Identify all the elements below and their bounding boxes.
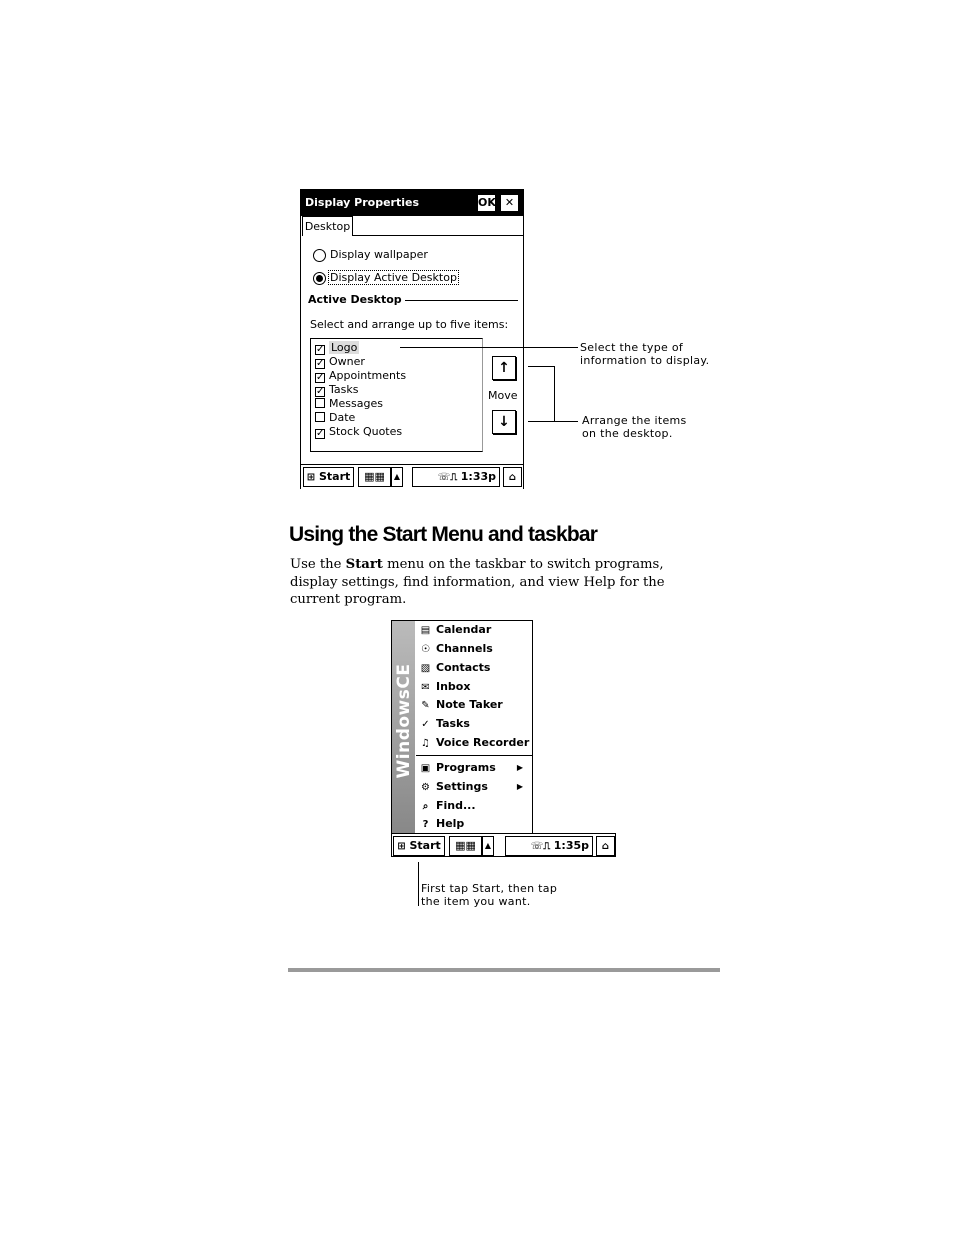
callout-line-type <box>400 347 578 348</box>
input-panel-toggle[interactable] <box>391 467 403 487</box>
list-item[interactable]: ✓ Owner <box>316 355 365 369</box>
checkbox-appointments[interactable]: ✓ <box>316 372 325 383</box>
status-area[interactable] <box>505 836 593 856</box>
tray-icons: ☏⎍ <box>530 841 554 852</box>
start-button[interactable]: ⊞ Start <box>393 836 445 856</box>
radio-wallpaper-label: Display wallpaper <box>330 248 428 261</box>
arrow-up-icon: ↑ <box>498 360 510 376</box>
keyboard-icon: ▦▦ <box>364 470 385 483</box>
start-button[interactable]: ⊞ Start <box>303 467 354 487</box>
menu-item-help[interactable]: ? Help <box>419 815 464 833</box>
taskbar <box>391 833 616 857</box>
settings-icon: ⚙ <box>421 782 430 793</box>
tab-divider <box>353 235 523 236</box>
move-up-button[interactable] <box>492 356 516 380</box>
dialog-title: Display Properties <box>305 196 420 209</box>
submenu-arrow-icon: ▶ <box>516 782 523 791</box>
section-heading: Using the Start Menu and taskbar <box>289 523 598 546</box>
channels-icon: ☉ <box>421 644 430 655</box>
voice-recorder-icon: ♫ <box>421 738 430 749</box>
desktop-icon: ⌂ <box>601 841 610 852</box>
keyboard-button[interactable] <box>358 467 391 487</box>
callout-line-start <box>418 862 419 906</box>
tray-icons: ☏⎍ <box>437 472 461 483</box>
programs-icon: ▣ <box>420 763 431 774</box>
menu-item-programs[interactable]: ▣ Programs ▶ <box>419 759 529 777</box>
display-properties-dialog <box>300 189 524 489</box>
checkbox-logo[interactable]: ✓ <box>316 344 325 355</box>
arrow-down-icon: ↓ <box>498 414 510 430</box>
input-panel-toggle[interactable] <box>482 836 494 856</box>
keyboard-button[interactable] <box>449 836 482 856</box>
inbox-icon: ✉ <box>421 682 430 693</box>
start-icon: ⊞ <box>306 472 316 483</box>
help-icon: ? <box>422 819 429 830</box>
list-item[interactable]: Date <box>315 411 355 425</box>
list-item[interactable]: ✓ Appointments <box>316 369 407 383</box>
list-item[interactable]: Messages <box>315 397 383 411</box>
checkbox-messages[interactable] <box>315 398 325 408</box>
active-desktop-section-heading: Active Desktop <box>308 293 402 306</box>
menu-item-voice-recorder[interactable]: ♫ Voice Recorder <box>419 734 529 752</box>
clock: 1:33p <box>460 470 496 483</box>
keyboard-icon: ▦▦ <box>455 839 476 852</box>
checkbox-stock-quotes[interactable]: ✓ <box>316 428 325 439</box>
body-paragraph: Use the Start menu on the taskbar to switch programs, display settings, find information, and view Help for the current program. <box>290 557 665 607</box>
start-icon: ⊞ <box>397 841 406 852</box>
checkbox-date[interactable] <box>315 412 325 422</box>
ok-button[interactable]: OK <box>477 194 496 212</box>
contacts-icon: ▧ <box>420 663 431 674</box>
menu-item-note-taker[interactable]: ✎ Note Taker <box>419 696 503 714</box>
menu-item-find[interactable]: ⌕ Find... <box>419 797 476 815</box>
menu-item-calendar[interactable]: ▤ Calendar <box>419 621 491 639</box>
menu-item-contacts[interactable]: ▧ Contacts <box>419 659 490 677</box>
radio-display-wallpaper[interactable] <box>313 249 326 262</box>
page-footer-rule <box>288 968 720 972</box>
desktop-button[interactable] <box>596 836 615 856</box>
status-area[interactable] <box>412 467 500 487</box>
tab-desktop[interactable]: Desktop <box>302 216 353 236</box>
callout-bracket-bottom <box>528 421 578 422</box>
dialog-title-bar <box>301 190 523 216</box>
list-item[interactable]: ✓ Tasks <box>316 383 359 397</box>
menu-separator <box>416 755 532 756</box>
chevron-up-icon: ▲ <box>484 841 492 850</box>
move-down-button[interactable] <box>492 410 516 434</box>
taskbar <box>301 464 523 489</box>
list-item[interactable]: ✓ Logo <box>316 341 358 355</box>
checkbox-owner[interactable]: ✓ <box>316 358 325 369</box>
move-label: Move <box>488 389 518 402</box>
radio-active-label: Display Active Desktop <box>330 271 457 284</box>
clock: 1:35p <box>553 839 589 852</box>
menu-item-channels[interactable]: ☉ Channels <box>419 640 493 658</box>
note-taker-icon: ✎ <box>421 700 430 711</box>
chevron-up-icon: ▲ <box>393 472 401 481</box>
windows-ce-brand-bar: WindowsCE <box>392 621 415 833</box>
find-icon: ⌕ <box>422 801 429 812</box>
list-item[interactable]: ✓ Stock Quotes <box>316 425 403 439</box>
section-rule <box>405 300 518 301</box>
tasks-icon: ✓ <box>421 719 430 730</box>
instruction-text: Select and arrange up to five items: <box>310 318 509 331</box>
callout-arrange-text: Arrange the items on the desktop. <box>582 414 687 440</box>
radio-display-active-desktop[interactable] <box>313 272 326 285</box>
callout-bracket-vertical <box>554 366 555 422</box>
submenu-arrow-icon: ▶ <box>516 763 523 772</box>
desktop-icon: ⌂ <box>508 472 517 483</box>
close-button[interactable]: ✕ <box>500 194 519 212</box>
menu-item-inbox[interactable]: ✉ Inbox <box>419 678 470 696</box>
callout-type-text: Select the type of information to display. <box>580 341 710 367</box>
callout-bracket-top <box>528 366 554 367</box>
calendar-icon: ▤ <box>420 625 431 636</box>
desktop-button[interactable] <box>503 467 522 487</box>
menu-item-tasks[interactable]: ✓ Tasks <box>419 715 470 733</box>
callout-start-text: First tap Start, then tap the item you want. <box>421 882 558 908</box>
menu-item-settings[interactable]: ⚙ Settings ▶ <box>419 778 529 796</box>
items-listbox[interactable] <box>310 338 483 452</box>
checkbox-tasks[interactable]: ✓ <box>316 386 325 397</box>
start-menu <box>391 620 533 834</box>
